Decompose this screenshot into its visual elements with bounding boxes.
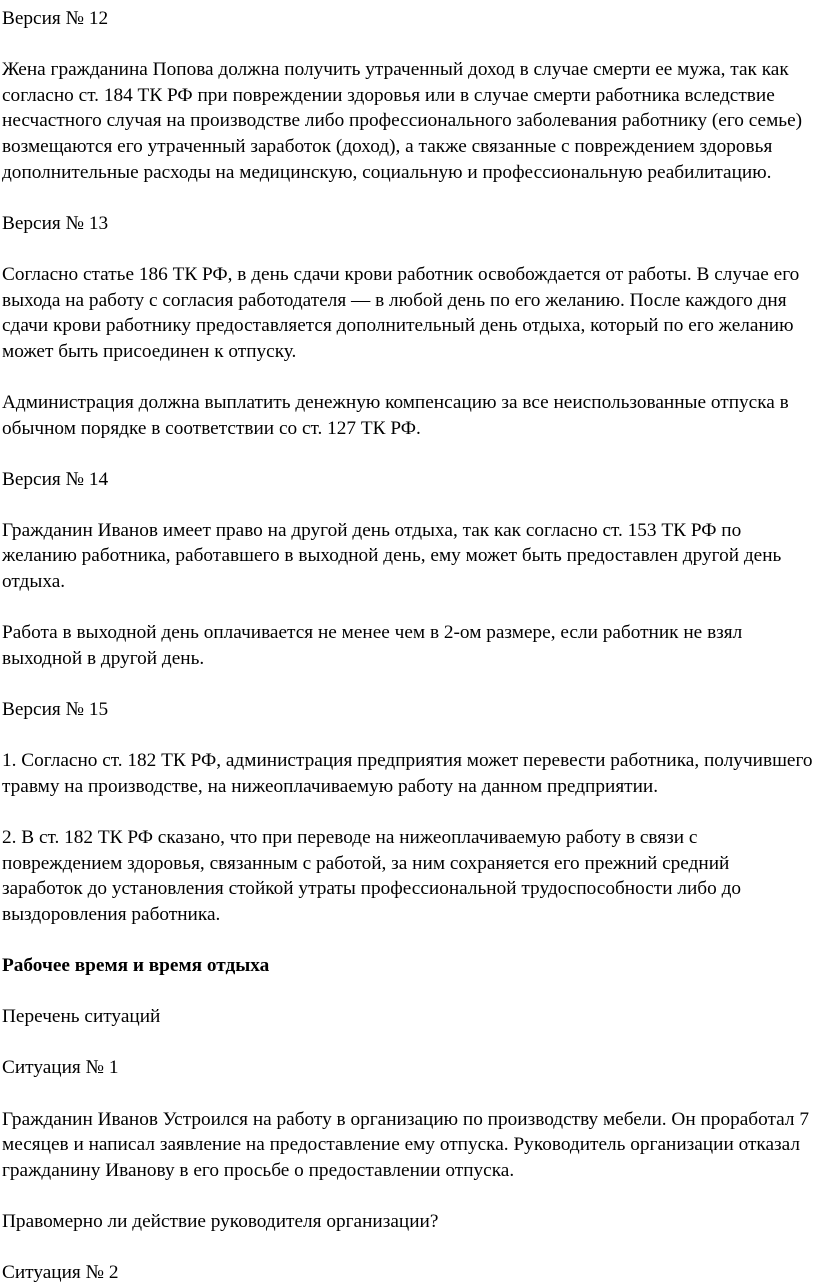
situation-1-question: Правомерно ли действие руководителя организации?	[2, 1210, 439, 1232]
version-12-text: Жена гражданина Попова должна получить утраченный доход в случае смерти ее мужа, так как согласно ст. 184 ТК РФ при повреждении здоровья или в случае смерти работника вследствие несчастного случая на производстве либо профессионального заболевания работнику (его семье) возмещаются его утраченный заработок (доход), а также связанные с повреждением здоровья дополнительные расходы на медицинскую, социальную и профессиональную реабилитацию.	[2, 59, 803, 183]
version-13-text-2: Администрация должна выплатить денежную компенсацию за все неиспользованные отпуска в обычном порядке в соответствии со ст. 127 ТК РФ.	[2, 391, 789, 439]
situation-1-text: Гражданин Иванов Устроился на работу в организацию по производству мебели. Он проработал 7 месяцев и написал заявление на предоставление ему отпуска. Руководитель организации отказал гражданину Иванову в его просьбе о предоставлении отпуска.	[2, 1108, 809, 1181]
situation-1-title: Ситуация № 1	[2, 1057, 119, 1079]
version-13-title: Версия № 13	[2, 212, 109, 234]
version-15-text-1: 1. Согласно ст. 182 ТК РФ, администрация предприятия может перевести работника, получившего травму на производстве, на нижеоплачиваемую работу на данном предприятии.	[2, 750, 813, 797]
version-12-title: Версия № 12	[2, 8, 109, 29]
situations-list-title: Перечень ситуаций	[2, 1006, 161, 1028]
version-15-text-2: 2. В ст. 182 ТК РФ сказано, что при переводе на нижеоплачиваемую работу в связи с повреждением здоровья, связанным с работой, за ним сохраняется его прежний средний заработок до установления стойкой утраты профессиональной трудоспособности либо до выздоровления работника.	[2, 827, 742, 925]
section-heading: Рабочее время и время отдыха	[2, 954, 270, 976]
version-13-text-1: Согласно статье 186 ТК РФ, в день сдачи крови работник освобождается от работы. В случае его выхода на работу с согласия работодателя — в любой день по его желанию. После каждого дня сдачи крови работнику предоставляется дополнительный день отдыха, который по его желанию может быть присоединен к отпуску.	[2, 263, 800, 362]
version-14-text-1: Гражданин Иванов имеет право на другой день отдыха, так как согласно ст. 153 ТК РФ по желанию работника, работавшего в выходной день, ему может быть предоставлен другой день отдыха.	[2, 519, 782, 593]
situation-2-title: Ситуация № 2	[2, 1262, 119, 1284]
version-14-text-2: Работа в выходной день оплачивается не менее чем в 2-ом размере, если работник не взял выходной в другой день.	[2, 622, 743, 669]
version-14-title: Версия № 14	[2, 468, 109, 490]
version-15-title: Версия № 15	[2, 699, 109, 721]
